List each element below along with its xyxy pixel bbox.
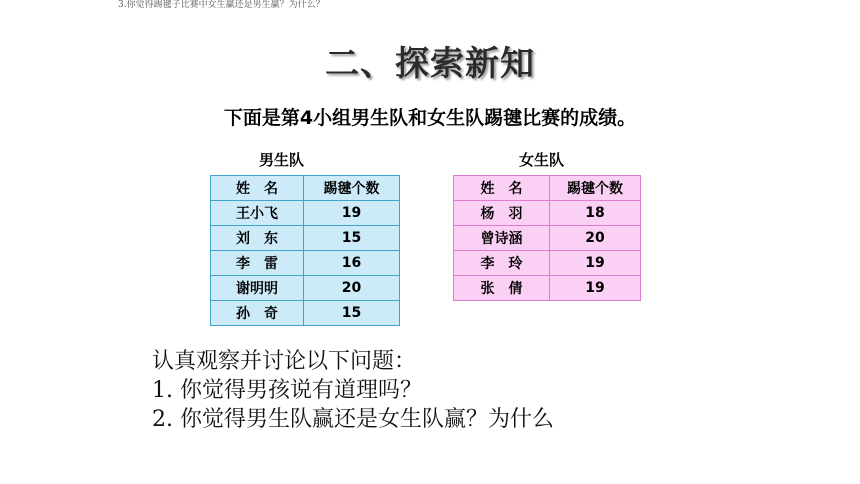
player-name: 孙 奇 [211,301,304,326]
table-row [211,226,400,251]
boys-score-table [210,175,400,326]
kick-count: 19 [550,276,641,301]
table-row [454,276,641,301]
kick-count: 18 [550,201,641,226]
kick-count: 20 [550,226,641,251]
table-row [454,201,641,226]
kick-count: 16 [304,251,400,276]
player-name: 刘 东 [211,226,304,251]
player-name: 杨 羽 [454,201,550,226]
player-name: 曾诗涵 [454,226,550,251]
subtitle: 下面是第4小组男生队和女生队踢毽比赛的成绩。 [223,107,637,129]
kick-count: 19 [304,201,400,226]
header-note: 3.你觉得踢毽子比赛中女生赢还是男生赢？为什么？ [118,0,325,10]
question-1: 1. 你觉得男孩说有道理吗？ [152,378,422,403]
kick-count: 20 [304,276,400,301]
table-row [211,201,400,226]
kick-count: 19 [550,251,641,276]
girls-score-table [453,175,641,301]
discussion-prompt: 认真观察并讨论以下问题： [152,349,417,374]
table-row [211,276,400,301]
player-name: 谢明明 [211,276,304,301]
girls-table-caption: 女生队 [519,151,565,169]
player-name: 李 雷 [211,251,304,276]
player-name: 张 倩 [454,276,550,301]
table-header-row [211,176,400,201]
table-row [454,226,641,251]
table-row [211,301,400,326]
boys-table-caption: 男生队 [259,151,305,169]
kick-count: 15 [304,301,400,326]
header-count: 踢毽个数 [550,176,641,201]
table-header-row [454,176,641,201]
header-name: 姓 名 [211,176,304,201]
table-row [454,251,641,276]
header-count: 踢毽个数 [304,176,400,201]
player-name: 王小飞 [211,201,304,226]
question-2: 2. 你觉得男生队赢还是女生队赢？为什么 [152,407,554,432]
player-name: 李 玲 [454,251,550,276]
page-title: 二、探索新知 [325,44,535,84]
table-row [211,251,400,276]
header-name: 姓 名 [454,176,550,201]
kick-count: 15 [304,226,400,251]
